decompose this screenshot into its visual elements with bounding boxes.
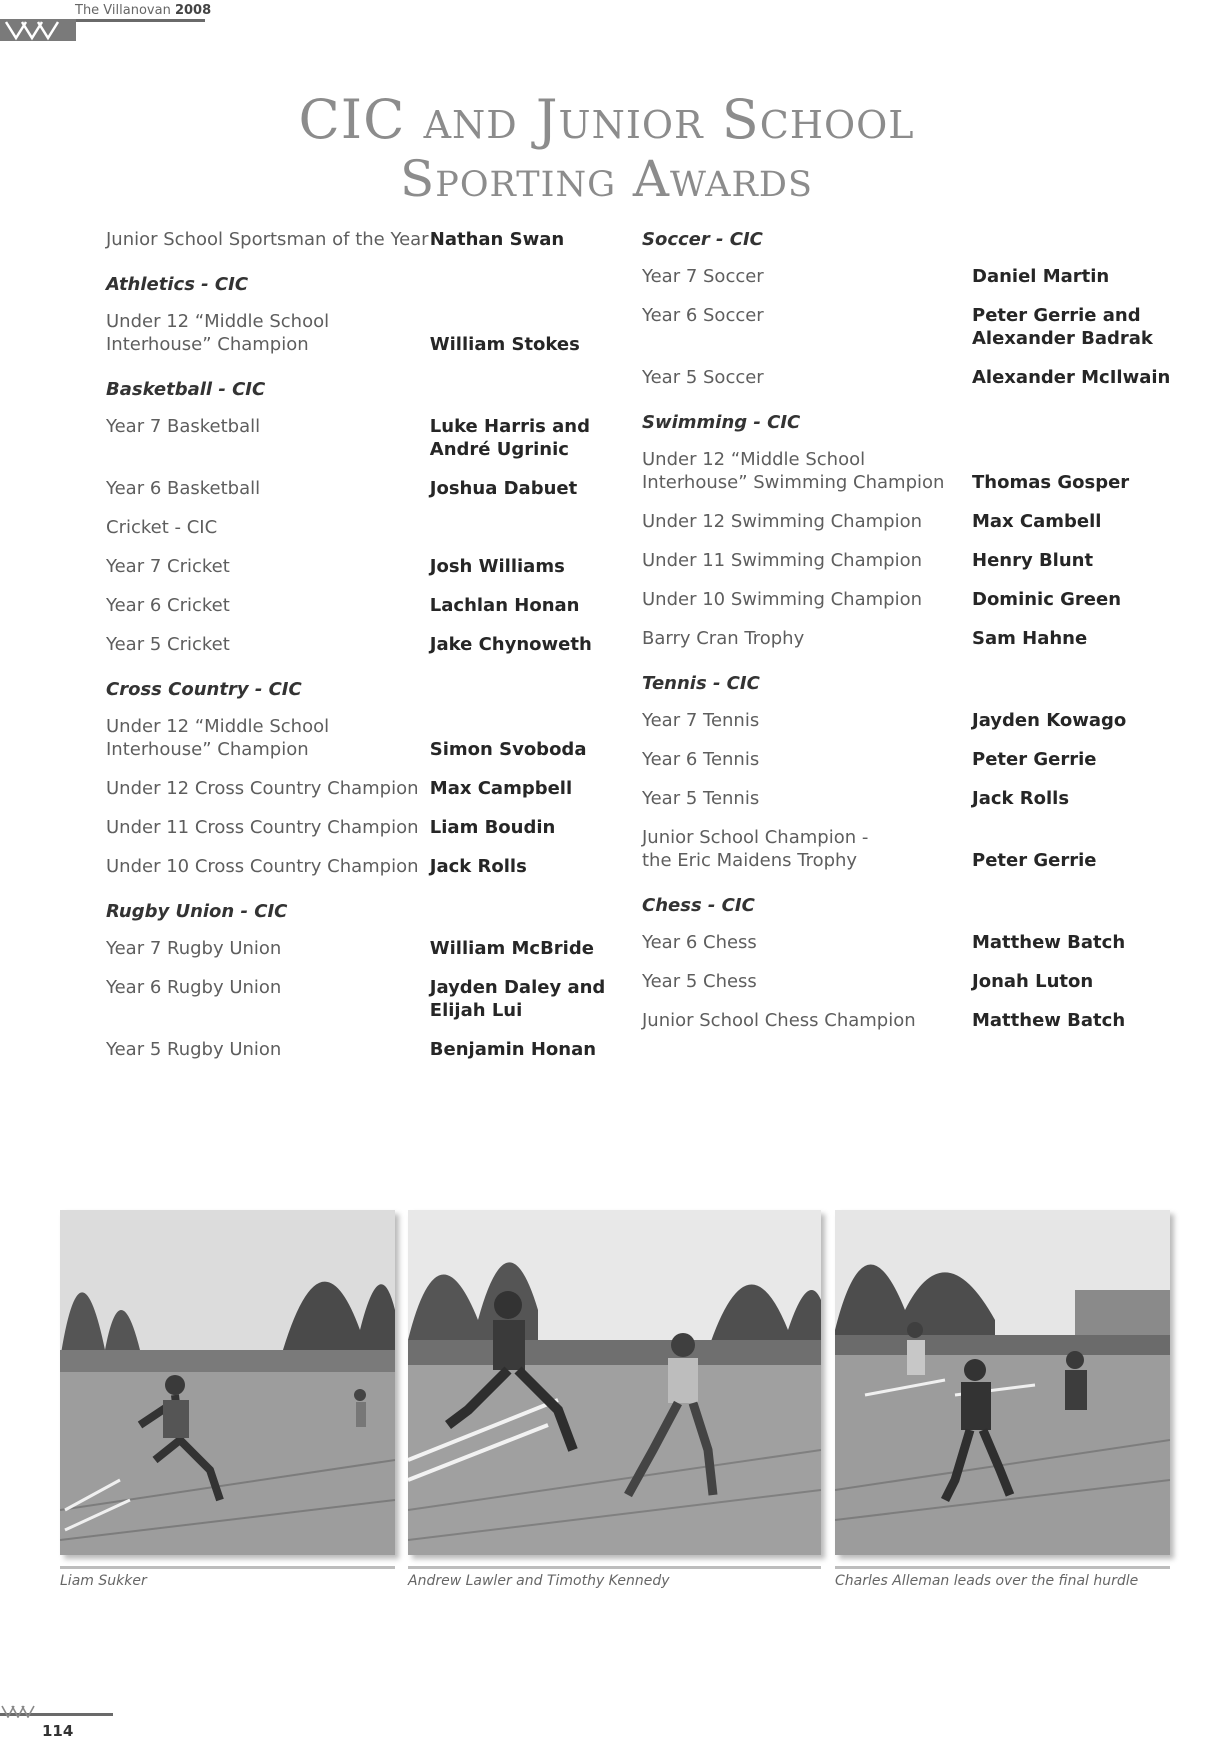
award-label: Year 5 Soccer	[642, 367, 764, 388]
award-winner: Lachlan Honan	[429, 595, 580, 616]
award-label: Year 6 Basketball	[106, 478, 261, 499]
section-heading-cricket: Cricket - CIC	[106, 517, 218, 538]
award-winner: William Stokes	[429, 334, 580, 355]
award-row	[106, 415, 626, 461]
award-row	[106, 937, 626, 960]
award-winner: Nathan Swan	[429, 229, 565, 250]
award-label: Under 12 Swimming Champion	[642, 511, 922, 532]
award-winner: Max Campbell	[429, 778, 573, 799]
award-row	[642, 448, 1182, 494]
award-winner: Thomas Gosper	[972, 472, 1130, 493]
award-label: Under 10 Cross Country Champion	[106, 856, 419, 877]
page-number: 114	[42, 1722, 74, 1740]
photo-caption: Liam Sukker	[60, 1573, 147, 1589]
award-winner: Matthew Batch	[972, 932, 1126, 953]
award-label: Year 6 Rugby Union	[106, 977, 282, 998]
caption-rule	[835, 1566, 1170, 1569]
award-label: Under 11 Swimming Champion	[642, 550, 922, 571]
award-row	[642, 970, 1182, 993]
award-label: Under 11 Cross Country Champion	[106, 817, 419, 838]
award-row	[642, 304, 1182, 350]
award-winner: Jayden Kowago	[972, 710, 1127, 731]
award-row	[106, 777, 626, 800]
caption-rule	[60, 1566, 395, 1569]
photo-hurdles-1	[60, 1210, 395, 1555]
award-row	[642, 826, 1182, 872]
award-label: Junior School Champion - the Eric Maidens Trophy	[642, 827, 869, 871]
award-winner: William McBride	[429, 938, 594, 959]
photo-hurdles-3	[835, 1210, 1170, 1555]
award-row	[106, 594, 626, 617]
award-row	[642, 709, 1182, 732]
award-label: Under 12 “Middle School Interhouse” Champion	[106, 311, 330, 355]
award-row	[106, 633, 626, 656]
award-winner: Alexander McIlwain	[972, 367, 1171, 388]
award-label: Year 6 Cricket	[106, 595, 230, 616]
award-winner: Peter Gerrie	[972, 850, 1097, 871]
award-label: Year 5 Cricket	[106, 634, 230, 655]
awards-left-column	[106, 228, 626, 1077]
award-winner: Peter Gerrie and Alexander Badrak	[972, 305, 1153, 349]
award-row	[106, 976, 626, 1022]
photo-caption: Charles Alleman leads over the final hurdle	[835, 1573, 1139, 1589]
award-row	[106, 555, 626, 578]
award-row	[642, 787, 1182, 810]
section-heading-cross-country: Cross Country - CIC	[106, 679, 302, 700]
award-row	[106, 310, 626, 356]
award-label: Year 7 Tennis	[642, 710, 760, 731]
publication-name: The Villanovan	[75, 3, 171, 18]
section-heading-tennis: Tennis - CIC	[642, 673, 760, 694]
section-heading-athletics: Athletics - CIC	[106, 274, 249, 295]
award-winner: Jayden Daley and Elijah Lui	[429, 977, 606, 1021]
awards-right-column	[642, 228, 1182, 1048]
section-heading-chess: Chess - CIC	[642, 895, 755, 916]
award-winner: Daniel Martin	[972, 266, 1110, 287]
award-row	[106, 1038, 626, 1061]
section-heading-rugby-union: Rugby Union - CIC	[106, 901, 288, 922]
award-label: Under 12 Cross Country Champion	[106, 778, 419, 799]
award-label: Under 12 “Middle School Interhouse” Champion	[106, 716, 330, 760]
award-winner: Simon Svoboda	[429, 739, 587, 760]
award-label: Year 7 Rugby Union	[106, 938, 282, 959]
award-winner: Max Cambell	[972, 511, 1102, 532]
award-label: Year 5 Chess	[642, 971, 757, 992]
award-row	[106, 715, 626, 761]
award-label: Year 6 Soccer	[642, 305, 764, 326]
award-label: Under 12 “Middle School Interhouse” Swimming Champion	[642, 449, 945, 493]
photo-caption: Andrew Lawler and Timothy Kennedy	[408, 1573, 670, 1589]
section-heading-basketball: Basketball - CIC	[106, 379, 266, 400]
award-label: Year 5 Rugby Union	[106, 1039, 282, 1060]
award-row	[642, 549, 1182, 572]
award-row	[642, 1009, 1182, 1032]
award-winner: Luke Harris and André Ugrinic	[429, 416, 590, 460]
award-row	[642, 931, 1182, 954]
award-winner: Benjamin Honan	[429, 1039, 597, 1060]
award-row	[642, 510, 1182, 533]
award-winner: Josh Williams	[429, 556, 565, 577]
award-winner: Matthew Batch	[972, 1010, 1126, 1031]
villanova-logo-icon	[0, 19, 76, 41]
award-row	[642, 627, 1182, 650]
award-winner: Jack Rolls	[972, 788, 1070, 809]
award-row	[642, 366, 1182, 389]
award-winner: Jonah Luton	[972, 971, 1094, 992]
award-winner: Peter Gerrie	[972, 749, 1097, 770]
award-label: Year 5 Tennis	[642, 788, 760, 809]
award-label: Year 7 Cricket	[106, 556, 230, 577]
page-title-line-1: CIC and Junior School	[298, 88, 915, 151]
award-label: Junior School Chess Champion	[642, 1010, 916, 1031]
running-header	[75, 3, 211, 18]
award-label: Junior School Sportsman of the Year	[106, 229, 429, 250]
award-winner: Liam Boudin	[429, 817, 556, 838]
award-label: Year 7 Soccer	[642, 266, 764, 287]
award-row	[106, 855, 626, 878]
award-label: Year 6 Tennis	[642, 749, 760, 770]
award-row	[106, 228, 626, 251]
award-winner: Sam Hahne	[972, 628, 1088, 649]
section-heading-swimming: Swimming - CIC	[642, 412, 801, 433]
award-winner: Jack Rolls	[429, 856, 527, 877]
award-label: Year 7 Basketball	[106, 416, 261, 437]
photo-hurdles-2	[408, 1210, 821, 1555]
publication-year: 2008	[174, 3, 212, 18]
award-label: Under 10 Swimming Champion	[642, 589, 922, 610]
page-title-line-2: Sporting Awards	[400, 150, 813, 208]
award-label: Year 6 Chess	[642, 932, 757, 953]
award-winner: Joshua Dabuet	[429, 478, 578, 499]
caption-rule	[408, 1566, 821, 1569]
award-row	[642, 265, 1182, 288]
villanova-logo-icon	[0, 1703, 50, 1716]
award-winner: Henry Blunt	[972, 550, 1094, 571]
award-row	[106, 816, 626, 839]
award-winner: Jake Chynoweth	[429, 634, 592, 655]
award-row	[642, 588, 1182, 611]
award-row	[106, 477, 626, 500]
award-row	[642, 748, 1182, 771]
award-label: Barry Cran Trophy	[642, 628, 805, 649]
section-heading-soccer: Soccer - CIC	[642, 229, 763, 250]
award-winner: Dominic Green	[972, 589, 1122, 610]
